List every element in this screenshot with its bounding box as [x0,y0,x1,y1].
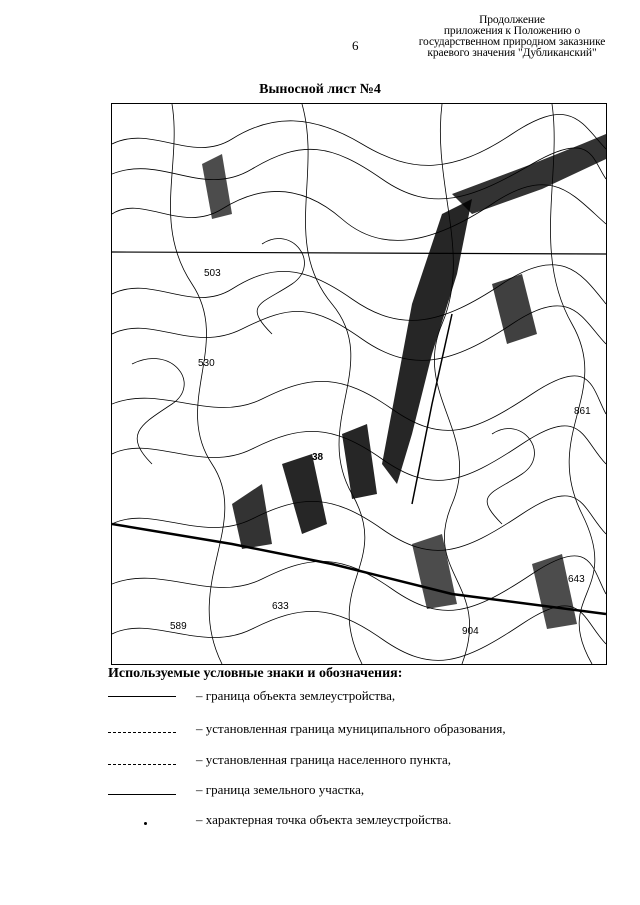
page-number: 6 [352,38,359,53]
topographic-map [111,103,607,665]
legend-symbol-solid-line [108,696,176,697]
header-line: Продолжение [479,14,545,26]
legend-text: – характерная точка объекта землеустройства. [196,812,452,827]
legend-item [0,752,640,778]
header-line: краевого значения "Дубликанский" [427,47,597,59]
legend-item [0,721,640,746]
legend-text: – граница земельного участка, [196,782,365,797]
elevation-label: 503 [204,268,221,279]
elevation-label: 643 [568,574,585,585]
header-annotation [396,15,628,59]
legend-item [0,782,640,808]
legend-symbol-dashed-line [108,732,176,733]
elevation-label: 38 [312,452,324,463]
header-line: государственном природном заказнике [418,36,606,48]
legend-text: – граница объекта землеустройства, [196,688,396,703]
elevation-label: 530 [198,358,215,369]
legend-symbol-point [144,822,147,825]
legend-item [0,812,640,838]
legend-item [0,688,640,716]
elevation-label: 589 [170,621,187,632]
elevation-label: 633 [272,601,289,612]
legend-text: – установленная граница муниципального образования, [196,721,506,736]
elevation-label: 904 [462,626,479,637]
header-line: приложения к Положению о [443,25,581,37]
legend-text: – установленная граница населенного пункта, [196,752,451,767]
legend-title: Используемые условные знаки и обозначения: [108,666,403,681]
legend-symbol-parcel-line [108,794,176,795]
legend-symbol-dash-dot-line [108,764,176,765]
elevation-label: 861 [574,406,591,417]
sheet-title: Выносной лист №4 [259,82,381,97]
map-drawing [112,104,606,664]
